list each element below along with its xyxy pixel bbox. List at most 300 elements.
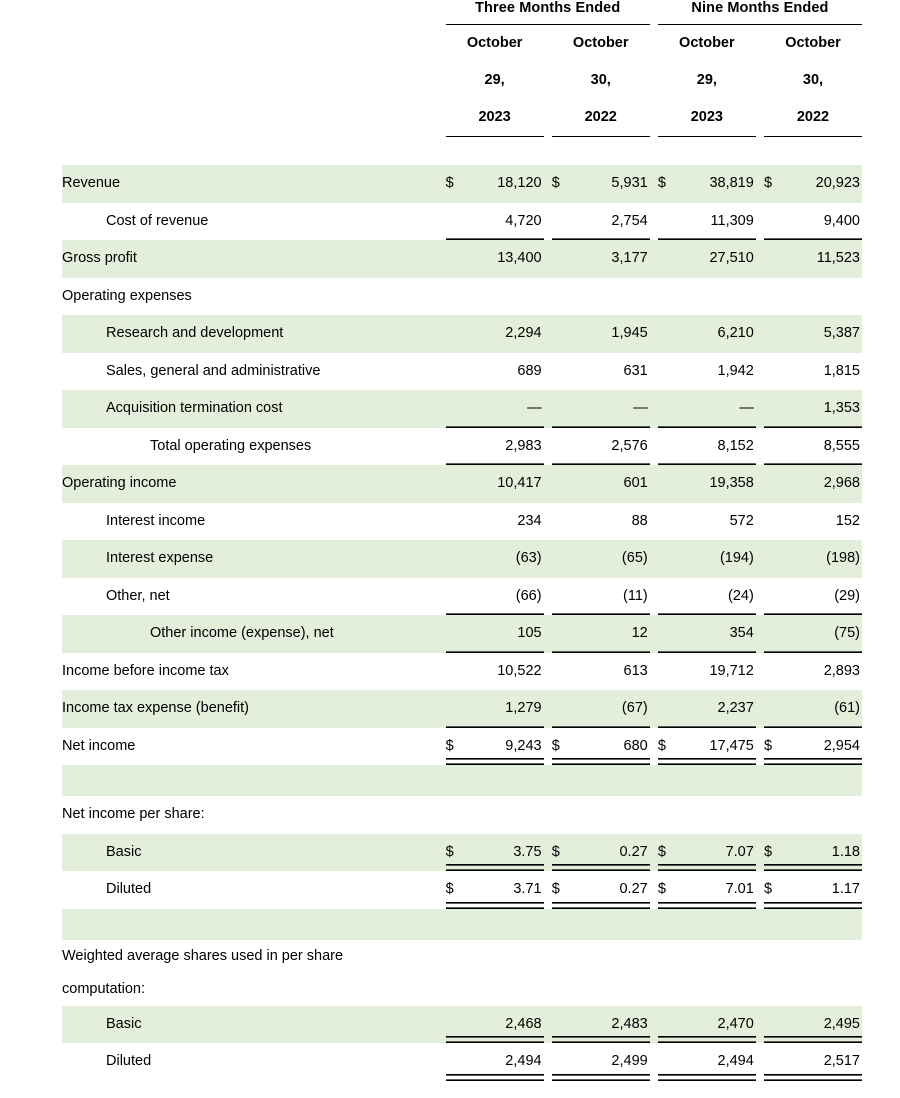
column-gap: [756, 540, 764, 578]
column-gap: [544, 390, 552, 428]
row-label: Revenue: [62, 165, 446, 203]
table-row: [62, 1043, 862, 1081]
table-row: [62, 203, 862, 241]
currency-symbol-col-1: $: [446, 165, 468, 203]
currency-symbol-col-4: [764, 578, 786, 616]
value-col-3: [680, 765, 756, 796]
table-row: [62, 940, 862, 1006]
column-gap: [544, 465, 552, 503]
row-label: Acquisition termination cost: [62, 390, 446, 428]
currency-symbol-col-3: [658, 615, 680, 653]
value-col-4: (75): [786, 615, 862, 653]
table-row: [62, 615, 862, 653]
column-gap: [544, 1006, 552, 1044]
column-gap: [544, 203, 552, 241]
table-row: [62, 540, 862, 578]
value-col-4: 2,495: [786, 1006, 862, 1044]
row-label: Total operating expenses: [150, 437, 312, 454]
currency-symbol-col-1: [446, 503, 468, 541]
value-col-2: 613: [623, 662, 648, 679]
currency-symbol-col-3: [658, 1043, 680, 1081]
value-col-1: 10,417: [468, 465, 544, 503]
value-col-3: 17,475: [680, 728, 756, 766]
currency-symbol-col-2: $: [552, 728, 574, 766]
column-gap: [544, 540, 552, 578]
value-col-2: [574, 940, 650, 1006]
currency-symbol-col-4: $: [764, 834, 786, 872]
header-blank: [62, 99, 446, 136]
header-bottom-pad: [62, 137, 862, 165]
column-gap: [756, 728, 764, 766]
column-gap: [756, 690, 764, 728]
col-2-month: October: [572, 35, 629, 51]
value-col-4: 2,968: [786, 465, 862, 503]
currency-symbol-col-3: [658, 278, 680, 316]
column-gap: [650, 834, 658, 872]
col-1-day: 29,: [484, 72, 505, 88]
value-col-1: 4,720: [468, 203, 544, 241]
column-gap: [756, 940, 764, 1006]
column-gap: [544, 428, 552, 466]
value-col-4: 2,954: [786, 728, 862, 766]
currency-symbol-col-3: [658, 503, 680, 541]
column-gap: [544, 834, 552, 872]
column-gap: [544, 278, 552, 316]
currency-symbol-col-4: [764, 615, 786, 653]
value-col-2: (11): [574, 578, 650, 616]
col-4-year: 2022: [796, 109, 830, 125]
value-col-1: (66): [468, 578, 544, 616]
value-col-2: [574, 909, 650, 940]
currency-symbol-col-1: [446, 240, 468, 278]
currency-symbol-col-3: $: [658, 834, 680, 872]
column-gap: [650, 503, 658, 541]
currency-symbol-col-2: [552, 315, 574, 353]
value-col-2: 601: [574, 465, 650, 503]
row-label: Sales, general and administrative: [106, 362, 321, 379]
currency-symbol-col-2: [552, 578, 574, 616]
value-col-3: 7.07: [680, 834, 756, 872]
currency-symbol-col-3: [658, 390, 680, 428]
column-gap: [650, 353, 658, 391]
col-3-year: 2023: [690, 109, 723, 125]
row-label: Other, net: [106, 587, 170, 604]
value-col-1: 9,243: [468, 728, 544, 766]
table-row: [62, 390, 862, 428]
currency-symbol-col-3: [658, 940, 680, 1006]
currency-symbol-col-2: [552, 240, 574, 278]
currency-symbol-col-2: [552, 203, 574, 241]
value-col-2: —: [574, 390, 650, 428]
value-col-3: [680, 909, 756, 940]
value-col-4: 20,923: [786, 165, 862, 203]
currency-symbol-col-3: [658, 653, 680, 691]
value-col-1: 1,279: [468, 690, 544, 728]
currency-symbol-col-1: [446, 1043, 468, 1081]
column-gap: [756, 165, 764, 203]
currency-symbol-col-3: [658, 909, 680, 940]
value-col-1: (63): [468, 540, 544, 578]
header-corner-blank: [62, 0, 446, 23]
column-gap: [650, 615, 658, 653]
column-gap: [544, 765, 552, 796]
value-col-3: [680, 796, 756, 834]
row-label: Diluted: [106, 1053, 152, 1069]
currency-symbol-col-1: [446, 540, 468, 578]
table-row: [62, 796, 862, 834]
column-gap: [756, 653, 764, 691]
currency-symbol-col-3: [658, 540, 680, 578]
currency-symbol-col-3: [658, 428, 680, 466]
value-col-1: 689: [517, 362, 542, 379]
column-gap: [756, 578, 764, 616]
column-gap: [650, 1006, 658, 1044]
row-label: Interest expense: [62, 540, 446, 578]
column-gap: [756, 1043, 764, 1081]
table-row: [62, 278, 862, 316]
value-col-1: 3.75: [468, 834, 544, 872]
row-label: Operating income: [62, 465, 446, 503]
column-gap: [650, 765, 658, 796]
value-col-3: [680, 278, 756, 316]
row-label: Net income per share:: [62, 806, 205, 822]
table-row: [62, 834, 862, 872]
currency-symbol-col-1: [446, 765, 468, 796]
value-col-4: 152: [835, 512, 860, 529]
header-group-row: [62, 0, 862, 23]
row-label: Cost of revenue: [106, 212, 209, 229]
currency-symbol-col-4: [764, 1043, 786, 1081]
value-col-4: [786, 278, 862, 316]
value-col-3: 8,152: [680, 428, 756, 466]
row-label: Gross profit: [62, 240, 446, 278]
value-col-4: 8,555: [786, 428, 862, 466]
column-gap: [756, 871, 764, 909]
column-gap: [544, 240, 552, 278]
column-gap: [650, 871, 658, 909]
value-col-4: 1,353: [786, 390, 862, 428]
row-label: Net income: [62, 737, 136, 754]
currency-symbol-col-2: [552, 465, 574, 503]
col-4-month: October: [785, 35, 841, 51]
col-2-day: 30,: [590, 72, 611, 88]
value-col-3: 2,470: [680, 1006, 756, 1044]
col-gap: [544, 62, 552, 99]
column-group-nine-months: Nine Months Ended: [691, 0, 829, 16]
value-col-2: [574, 765, 650, 796]
table-row: [62, 465, 862, 503]
value-col-2: (65): [574, 540, 650, 578]
table-row: [62, 315, 862, 353]
value-col-4: 2,893: [823, 662, 860, 679]
column-gap: [650, 428, 658, 466]
value-col-3: (194): [680, 540, 756, 578]
currency-symbol-col-4: $: [764, 165, 786, 203]
spacer-row: [62, 765, 862, 796]
value-col-1: 18,120: [468, 165, 544, 203]
value-col-3: 7.01: [680, 871, 756, 909]
currency-symbol-col-3: [658, 315, 680, 353]
value-col-1: 13,400: [468, 240, 544, 278]
col-2-year: 2022: [584, 109, 617, 125]
spacer-row: [62, 909, 862, 940]
value-col-1: 2,294: [468, 315, 544, 353]
value-col-1: —: [468, 390, 544, 428]
value-col-2: 2,483: [574, 1006, 650, 1044]
column-gap: [756, 503, 764, 541]
value-col-4: [786, 940, 862, 1006]
value-col-1: 234: [517, 512, 542, 529]
currency-symbol-col-1: [446, 428, 468, 466]
row-label: Research and development: [62, 315, 446, 353]
column-gap: [544, 503, 552, 541]
currency-symbol-col-1: [446, 615, 468, 653]
value-col-2: 631: [623, 362, 648, 379]
currency-symbol-col-2: [552, 503, 574, 541]
value-col-3: 1,942: [717, 362, 754, 379]
table-body: [62, 165, 862, 1081]
table-row: [62, 653, 862, 691]
currency-symbol-col-2: [552, 353, 574, 391]
col-3-month: October: [679, 35, 735, 51]
currency-symbol-col-2: [552, 428, 574, 466]
value-col-1: [468, 940, 544, 1006]
col-gap: [544, 25, 552, 62]
currency-symbol-col-4: [764, 653, 786, 691]
value-col-3: 19,712: [709, 662, 754, 679]
column-gap: [756, 909, 764, 940]
currency-symbol-col-4: [764, 503, 786, 541]
column-gap: [650, 540, 658, 578]
currency-symbol-col-4: [764, 428, 786, 466]
currency-symbol-col-3: [658, 240, 680, 278]
value-col-2: 680: [574, 728, 650, 766]
currency-symbol-col-2: [552, 1043, 574, 1081]
value-col-4: (61): [786, 690, 862, 728]
currency-symbol-col-3: [658, 203, 680, 241]
currency-symbol-col-3: [658, 1006, 680, 1044]
col-gap: [650, 99, 658, 136]
value-col-3: 27,510: [680, 240, 756, 278]
header-month-row: [62, 25, 862, 62]
currency-symbol-col-3: [658, 353, 680, 391]
value-col-2: 2,754: [574, 203, 650, 241]
currency-symbol-col-3: [658, 578, 680, 616]
value-col-4: [786, 765, 862, 796]
value-col-2: (67): [574, 690, 650, 728]
value-col-2: 12: [574, 615, 650, 653]
col-gap: [650, 62, 658, 99]
currency-symbol-col-2: [552, 940, 574, 1006]
header-spacer-row: [62, 137, 862, 165]
column-gap: [544, 578, 552, 616]
table-row: [62, 503, 862, 541]
currency-symbol-col-4: [764, 315, 786, 353]
column-gap: [756, 428, 764, 466]
column-gap: [650, 1043, 658, 1081]
row-label: Basic: [62, 834, 446, 872]
currency-symbol-col-1: [446, 653, 468, 691]
column-gap: [650, 796, 658, 834]
value-col-3: 6,210: [680, 315, 756, 353]
currency-symbol-col-3: [658, 796, 680, 834]
currency-symbol-col-4: [764, 690, 786, 728]
currency-symbol-col-1: $: [446, 728, 468, 766]
value-col-3: 572: [729, 512, 754, 529]
currency-symbol-col-4: [764, 278, 786, 316]
currency-symbol-col-1: [446, 1006, 468, 1044]
table-row: [62, 728, 862, 766]
row-label: [62, 909, 446, 940]
table-row: [62, 428, 862, 466]
currency-symbol-col-4: [764, 1006, 786, 1044]
value-col-1: [468, 796, 544, 834]
table-row: [62, 240, 862, 278]
currency-symbol-col-2: [552, 390, 574, 428]
column-gap: [544, 165, 552, 203]
value-col-1: 105: [468, 615, 544, 653]
column-gap: [756, 203, 764, 241]
currency-symbol-col-1: [446, 315, 468, 353]
currency-symbol-col-3: [658, 465, 680, 503]
currency-symbol-col-2: [552, 653, 574, 691]
column-gap: [756, 615, 764, 653]
value-col-2: 5,931: [574, 165, 650, 203]
header-blank: [62, 62, 446, 99]
currency-symbol-col-4: [764, 940, 786, 1006]
column-group-three-months: Three Months Ended: [475, 0, 621, 16]
value-col-1: [468, 278, 544, 316]
currency-symbol-col-4: [764, 909, 786, 940]
value-col-1: [468, 765, 544, 796]
column-gap: [756, 278, 764, 316]
column-gap: [544, 653, 552, 691]
table-row: [62, 871, 862, 909]
column-gap: [650, 465, 658, 503]
table-row: [62, 353, 862, 391]
col-gap: [756, 25, 764, 62]
column-gap: [756, 796, 764, 834]
header-group-gap: [650, 0, 658, 23]
column-gap: [544, 940, 552, 1006]
currency-symbol-col-4: [764, 240, 786, 278]
row-label: Operating expenses: [62, 287, 192, 304]
currency-symbol-col-1: [446, 278, 468, 316]
column-gap: [650, 728, 658, 766]
value-col-3: —: [680, 390, 756, 428]
currency-symbol-col-1: [446, 465, 468, 503]
currency-symbol-col-1: $: [446, 834, 468, 872]
column-gap: [650, 278, 658, 316]
row-label: [62, 765, 446, 796]
header-day-row: [62, 62, 862, 99]
row-label: Diluted: [106, 881, 152, 897]
value-col-1: 2,983: [468, 428, 544, 466]
currency-symbol-col-2: $: [552, 834, 574, 872]
column-gap: [544, 871, 552, 909]
value-col-2: 0.27: [574, 871, 650, 909]
column-gap: [544, 615, 552, 653]
currency-symbol-col-4: [764, 796, 786, 834]
value-col-4: [786, 909, 862, 940]
value-col-4: 9,400: [786, 203, 862, 241]
currency-symbol-col-2: [552, 278, 574, 316]
currency-symbol-col-2: $: [552, 165, 574, 203]
column-gap: [756, 240, 764, 278]
value-col-2: 0.27: [574, 834, 650, 872]
value-col-2: 2,499: [574, 1043, 650, 1081]
value-col-3: (24): [680, 578, 756, 616]
value-col-4: [786, 796, 862, 834]
value-col-2: 2,576: [574, 428, 650, 466]
value-col-4: 2,517: [786, 1043, 862, 1081]
column-gap: [650, 690, 658, 728]
table-row: [62, 690, 862, 728]
column-gap: [756, 390, 764, 428]
header-blank: [62, 25, 446, 62]
currency-symbol-col-1: [446, 690, 468, 728]
currency-symbol-col-2: [552, 690, 574, 728]
column-gap: [756, 465, 764, 503]
value-col-2: [574, 278, 650, 316]
value-col-1: 10,522: [497, 662, 542, 679]
table-row: [62, 578, 862, 616]
column-gap: [544, 796, 552, 834]
value-col-2: [574, 796, 650, 834]
value-col-2: 1,945: [574, 315, 650, 353]
value-col-4: 11,523: [786, 240, 862, 278]
column-gap: [756, 315, 764, 353]
column-gap: [650, 653, 658, 691]
value-col-3: [680, 940, 756, 1006]
col-gap: [650, 25, 658, 62]
currency-symbol-col-4: [764, 465, 786, 503]
currency-symbol-col-4: $: [764, 871, 786, 909]
currency-symbol-col-1: [446, 940, 468, 1006]
currency-symbol-col-1: [446, 203, 468, 241]
value-col-3: 19,358: [680, 465, 756, 503]
value-col-3: 354: [680, 615, 756, 653]
value-col-1: 3.71: [468, 871, 544, 909]
row-label: Other income (expense), net: [62, 615, 446, 653]
row-label: Income tax expense (benefit): [62, 690, 446, 728]
currency-symbol-col-3: $: [658, 871, 680, 909]
currency-symbol-col-2: [552, 909, 574, 940]
col-gap: [756, 62, 764, 99]
currency-symbol-col-3: [658, 690, 680, 728]
value-col-1: 2,494: [468, 1043, 544, 1081]
value-col-4: 1.18: [786, 834, 862, 872]
currency-symbol-col-2: [552, 765, 574, 796]
currency-symbol-col-1: [446, 578, 468, 616]
currency-symbol-col-4: [764, 203, 786, 241]
value-col-3: 11,309: [680, 203, 756, 241]
col-3-day: 29,: [696, 72, 717, 88]
table-header: [62, 0, 862, 165]
currency-symbol-col-2: [552, 540, 574, 578]
column-gap: [650, 578, 658, 616]
col-4-day: 30,: [802, 72, 824, 88]
column-gap: [544, 909, 552, 940]
column-gap: [544, 1043, 552, 1081]
currency-symbol-col-1: [446, 796, 468, 834]
currency-symbol-col-4: [764, 765, 786, 796]
value-col-4: (198): [786, 540, 862, 578]
column-gap: [650, 940, 658, 1006]
currency-symbol-col-4: [764, 390, 786, 428]
value-col-4: 5,387: [786, 315, 862, 353]
col-1-month: October: [466, 35, 523, 51]
